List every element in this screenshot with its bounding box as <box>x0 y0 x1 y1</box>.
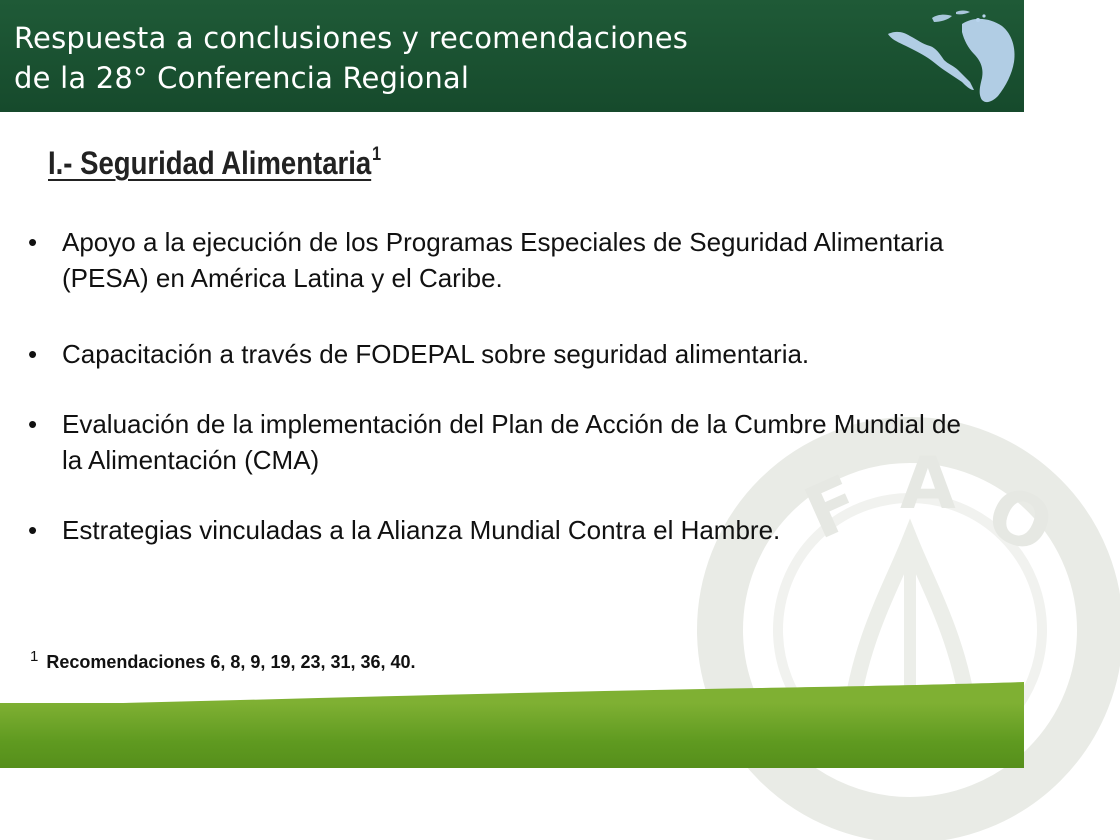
watermark-letter-a: A <box>900 441 956 525</box>
slide-title-line-2: de la 28° Conferencia Regional <box>14 61 470 95</box>
bullet-list <box>26 224 986 548</box>
footnote <box>30 648 416 673</box>
bullet-item <box>26 224 986 296</box>
bullet-marker: • <box>28 339 38 369</box>
slide-header <box>0 0 1024 112</box>
footer-band <box>0 703 1024 768</box>
footnote-mark: 1 <box>30 648 39 665</box>
bullet-marker: • <box>28 409 38 439</box>
section-title <box>48 144 381 182</box>
bullet-item <box>26 512 986 548</box>
watermark-letter-f: F <box>792 458 872 556</box>
watermark-letter-o: O <box>975 468 1066 571</box>
bullet-marker: • <box>28 227 38 257</box>
bullet-text: Evaluación de la implementación del Plan de Acción de la Cumbre Mundial de la Alimentación (CMA) <box>62 409 961 475</box>
bullet-text: Apoyo a la ejecución de los Programas Especiales de Seguridad Alimentaria (PESA) en América Latina y el Caribe. <box>62 227 944 293</box>
slide-title <box>14 18 734 98</box>
section-title-superscript: 1 <box>372 144 382 165</box>
bullet-marker: • <box>28 515 38 545</box>
bullet-item <box>26 336 986 372</box>
latin-america-map-icon <box>878 4 1018 108</box>
slide-title-line-1: Respuesta a conclusiones y recomendaciones <box>14 21 689 55</box>
bullet-text: Estrategias vinculadas a la Alianza Mundial Contra el Hambre. <box>62 515 781 545</box>
bullet-item <box>26 406 986 478</box>
footnote-text: Recomendaciones 6, 8, 9, 19, 23, 31, 36, 40. <box>46 652 416 672</box>
bullet-text: Capacitación a través de FODEPAL sobre seguridad alimentaria. <box>62 339 810 369</box>
section-title-text: I.- Seguridad Alimentaria <box>48 145 372 181</box>
